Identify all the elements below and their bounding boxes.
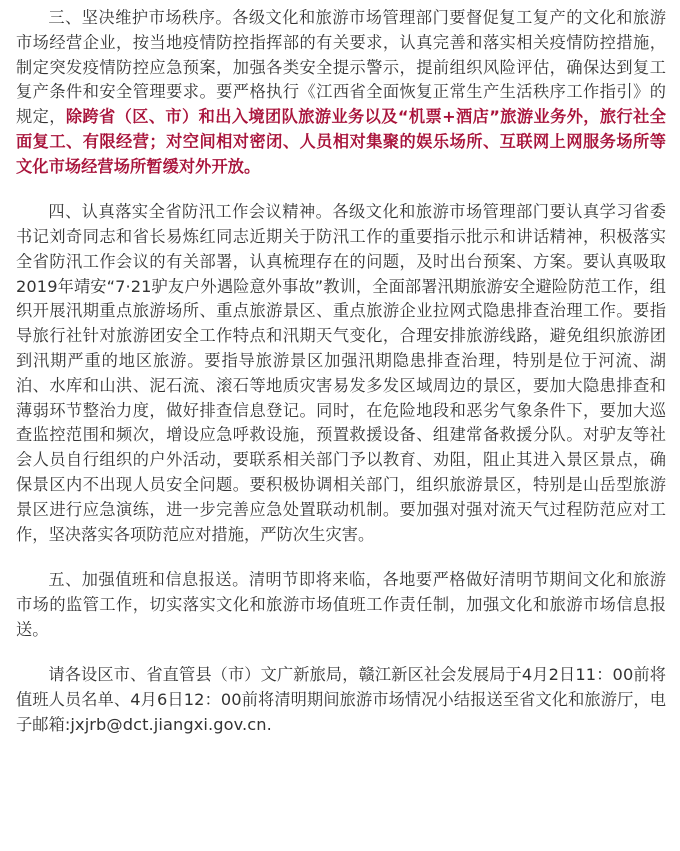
paragraph-market-order-text: 三、坚决维护市场秩序。各级文化和旅游市场管理部门要督促复工复产的文化和旅游市场经营企业，按当地疫情防控指挥部的有关要求，认真完善和落实相关疫情防控措施，制定突发疫情防控应急预案，加强各类安全提示警示，提前组织风险评估，确保达到复工复产条件和安全管理要求。要严格执行《江西省全面恢复正常生产生活秩序工作指引》的规定， <box>16 8 666 127</box>
paragraph-market-order-highlight: 除跨省（区、市）和出入境团队旅游业务以及“机票+酒店”旅游业务外，旅行社全面复工、有限经营；对空间相对密闭、人员相对集聚的娱乐场所、互联网上网服务场所等文化市场经营场所暂缓对外开放。 <box>16 107 666 176</box>
paragraph-submission-notice: 请各设区市、省直管县（市）文广新旅局，赣江新区社会发展局于4月2日11：00前将值班人员名单、4月6日12：00前将清明期间旅游市场情况小结报送至省文化和旅游厅，电子邮箱:jxjrb@dct.jiangxi.gov.cn. <box>16 664 666 734</box>
paragraph-duty-reporting: 五、加强值班和信息报送。清明节即将来临，各地要严格做好清明节期间文化和旅游市场的监管工作，切实落实文化和旅游市场值班工作责任制，加强文化和旅游市场信息报送。 <box>16 569 666 639</box>
paragraph-flood-prevention: 四、认真落实全省防汛工作会议精神。各级文化和旅游市场管理部门要认真学习省委书记刘奇同志和省长易炼红同志近期关于防汛工作的重要指示批示和讲话精神，积极落实全省防汛工作会议的有关部署，认真梳理存在的问题，及时出台预案、方案。要认真吸取2019年靖安“7·21驴友户外遇险意外事故”教训，全面部署汛期旅游安全避险防范工作，组织开展汛期重点旅游场所、重点旅游景区、重点旅游企业拉网式隐患排查治理工作。要指导旅行社针对旅游团安全工作特点和汛期天气变化，合理安排旅游线路，避免组织旅游团到汛期严重的地区旅游。要指导旅游景区加强汛期隐患排查治理，特别是位于河流、湖泊、水库和山洪、泥石流、滚石等地质灾害易发多发区域周边的景区，要加大隐患排查和薄弱环节整治力度，做好排查信息登记。同时，在危险地段和恶劣气象条件下，要加大巡查监控范围和频次，增设应急呼救设施，预置救援设备、组建常备救援分队。对驴友等社会人员自行组织的户外活动，要联系相关部门予以教育、劝阻，阻止其进入景区景点，确保景区内不出现人员安全问题。要积极协调相关部门，组织旅游景区，特别是山岳型旅游景区进行应急演练，进一步完善应急处置联动机制。要加强对强对流天气过程防范应对工作，坚决落实各项防范应对措施，严防次生灾害。 <box>16 202 666 544</box>
paragraph-market-order <box>16 6 666 180</box>
